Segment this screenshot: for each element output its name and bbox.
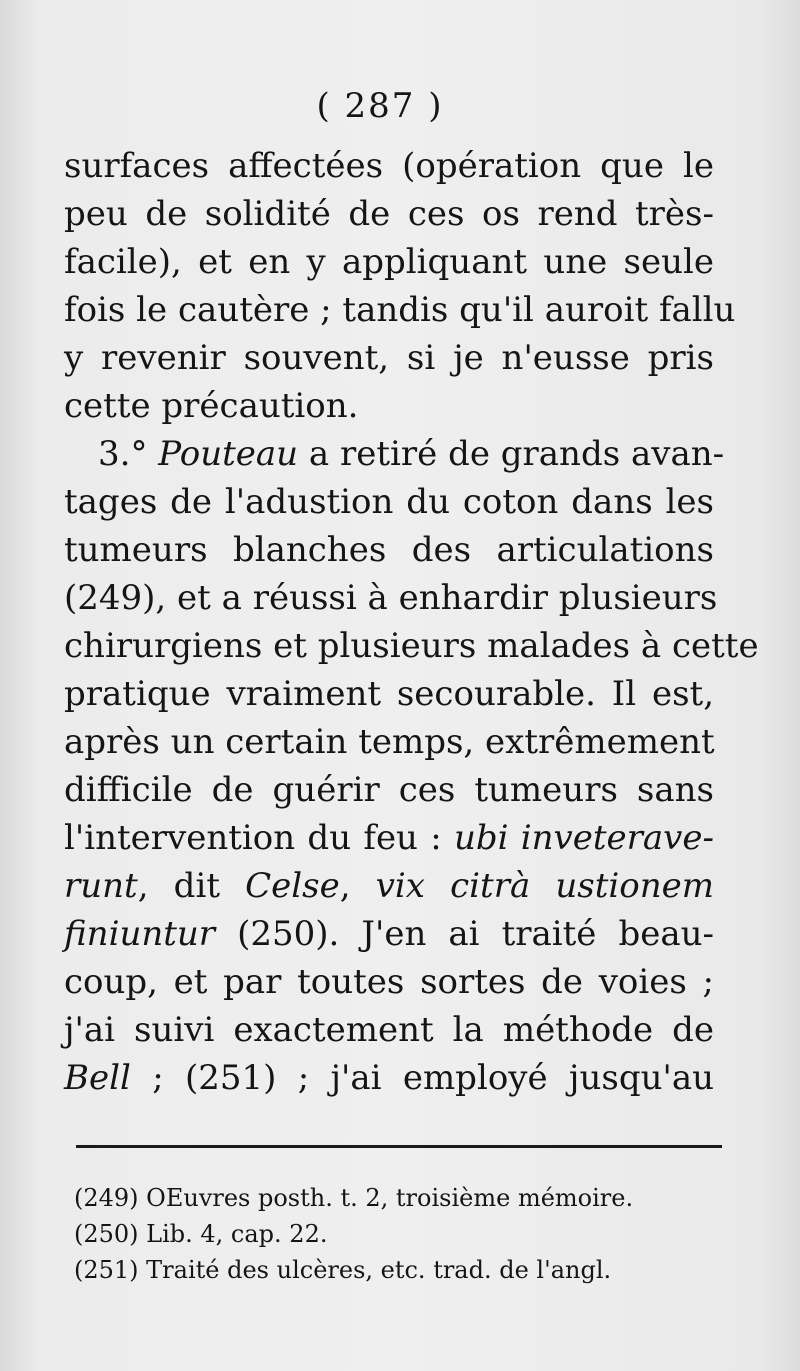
latin-quote: vix citrà ustionem: [375, 866, 714, 906]
author-name: Bell: [64, 1058, 131, 1098]
author-name: Celse: [245, 866, 340, 906]
text-line: y revenir souvent, si je n'eusse pris: [64, 338, 714, 378]
main-text: [64, 142, 759, 1102]
text-line: tumeurs blanches des articulations: [64, 530, 714, 570]
text-line: coup, et par toutes sortes de voies ;: [64, 962, 714, 1002]
text-line: difficile de guérir ces tumeurs sans: [64, 770, 714, 810]
text-line: pratique vraiment secourable. Il est,: [64, 674, 714, 714]
author-name: Pouteau: [158, 434, 299, 474]
text-line: Bell ; (251) ; j'ai employé jusqu'au: [64, 1058, 714, 1098]
text-line: j'ai suivi exactement la méthode de: [64, 1010, 714, 1050]
text-line: fois le cautère ; tandis qu'il auroit fallu: [64, 290, 736, 330]
text-line: 3.° Pouteau a retiré de grands avan-: [98, 434, 725, 474]
text-line: finiuntur (250). J'en ai traité beau-: [64, 914, 714, 954]
text-line: runt, dit Celse, vix citrà ustionem: [64, 866, 714, 906]
text-line: surfaces affectées (opération que le: [64, 146, 714, 186]
text-line: facile), et en y appliquant une seule: [64, 242, 714, 282]
text-line: tages de l'adustion du coton dans les: [64, 482, 714, 522]
text-line: chirurgiens et plusieurs malades à cette: [64, 626, 759, 666]
footnote-249: (249) OEuvres posth. t. 2, troisième mémoire.: [74, 1184, 634, 1212]
text-line: cette précaution.: [64, 386, 359, 426]
footnote-251: (251) Traité des ulcères, etc. trad. de l'angl.: [74, 1256, 612, 1284]
text-line: après un certain temps, extrêmement: [64, 722, 715, 762]
section-number: 3.°: [98, 434, 148, 474]
text-line: peu de solidité de ces os rend très-: [64, 194, 714, 234]
footnote-250: (250) Lib. 4, cap. 22.: [74, 1220, 328, 1248]
page-number: ( 287 ): [316, 86, 444, 126]
latin-quote: finiuntur: [64, 914, 216, 954]
footnote-divider: [76, 1145, 722, 1148]
text-line: l'intervention du feu : ubi inveterave-: [64, 818, 714, 858]
footnotes: [74, 1180, 724, 1288]
latin-quote: runt: [64, 866, 138, 906]
latin-quote: ubi inveterave-: [453, 818, 714, 858]
text-line: (249), et a réussi à enhardir plusieurs: [64, 578, 718, 618]
